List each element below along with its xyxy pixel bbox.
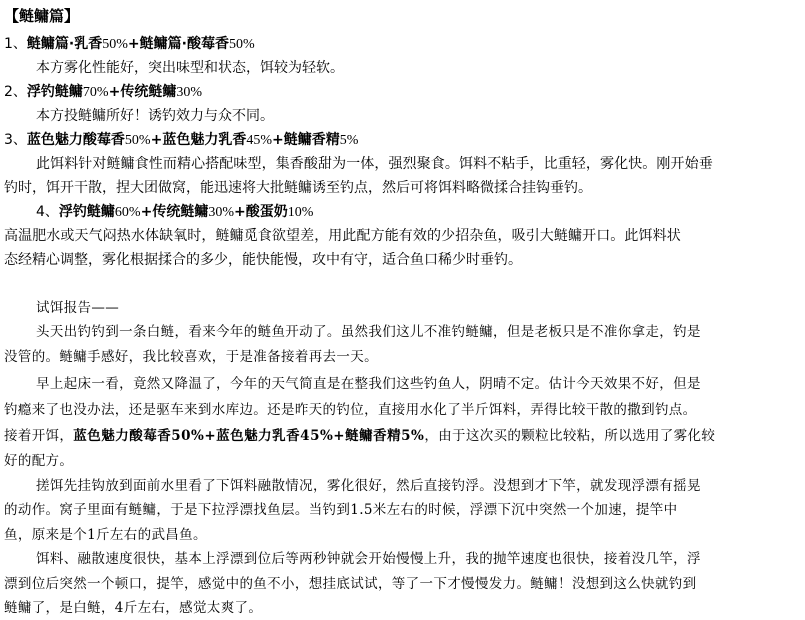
report-line: 钓瘾来了也没办法，还是驱车来到水库边。还是昨天的钓位，直接用水化了半斤饵料，弄得比较干散的撒到钓点。: [4, 402, 697, 418]
recipe-2-description: 本方投鲢鳙所好！诱钓效力与众不同。: [36, 108, 274, 124]
report-line: 的动作。窝子里面有鲢鳙，于是下拉浮漂找鱼层。当钓到1.5米左右的时候，浮漂下沉中突然一个加速，提竿中: [4, 502, 678, 518]
recipe-3-description-line: 钓时，饵开干散，捏大团做窝，能迅速将大批鲢鳙诱至钓点，然后可将饵料略微揉合挂钩垂钓。: [4, 180, 592, 196]
recipe-part: 浮钓鲢鳙: [58, 204, 115, 220]
recipe-part: +酸蛋奶: [234, 204, 288, 220]
report-line: 没管的。鲢鳙手感好，我比较喜欢，于是准备接着再去一天。: [4, 349, 378, 365]
report-recipe-highlight: 蓝色魅力酸莓香50%+蓝色魅力乳香45%+鲢鳙香精5%: [73, 428, 425, 444]
report-line: [4, 424, 715, 448]
recipe-4-description-line: 态经精心调整，雾化根据揉合的多少，能快能慢，攻中有守，适合鱼口稀少时垂钓。: [4, 252, 522, 268]
recipe-percent: 30%: [176, 85, 202, 100]
report-line: 漂到位后突然一个顿口，提竿，感觉中的鱼不小，想挂底试试，等了一下才慢慢发力。鲢鳙！没想到这么快就钓到: [4, 576, 697, 592]
recipe-percent: 10%: [287, 205, 314, 220]
recipe-3-description-line: 此饵料针对鲢鳙食性而精心搭配味型，集香酸甜为一体，强烈聚食。饵料不粘手，比重轻，雾化快。刚开始垂: [36, 156, 713, 172]
recipe-index: 4、: [36, 204, 59, 220]
report-line: 饵料、融散速度很快，基本上浮漂到位后等两秒钟就会开始慢慢上升，我的抛竿速度也很快，接着没几竿，浮: [36, 551, 701, 567]
recipe-part: +蓝色魅力乳香: [150, 132, 247, 148]
recipe-percent: 70%: [82, 85, 109, 100]
recipe-percent: 50%: [228, 37, 255, 52]
report-text: 接着开饵，: [4, 428, 74, 444]
recipe-part: +鲢鳙香精: [272, 132, 340, 148]
recipe-1-description: 本方雾化性能好，突出味型和状态，饵较为轻软。: [36, 60, 344, 76]
recipe-2-heading: [4, 80, 202, 105]
recipe-4-description-line: 高温肥水或天气闷热水体缺氧时，鲢鳙觅食欲望差，用此配方能有效的少招杂鱼，吸引大鲢鳙开口。此饵料状: [4, 228, 681, 244]
recipe-percent: 45%: [246, 133, 272, 148]
recipe-index: 1、: [4, 36, 27, 52]
recipe-4-heading: [36, 200, 313, 225]
report-title: 试饵报告——: [36, 300, 120, 316]
report-line: 鱼，原来是个1斤左右的武昌鱼。: [4, 527, 207, 543]
recipe-part: 鲢鳙篇·乳香: [26, 36, 103, 52]
report-line: 早上起床一看，竟然又降温了，今年的天气简直是在整我们这些钓鱼人，阴晴不定。估计今天效果不好，但是: [36, 376, 701, 392]
recipe-percent: 50%: [124, 133, 151, 148]
recipe-part: +鲢鳙篇·酸莓香: [127, 36, 229, 52]
recipe-index: 3、: [4, 132, 27, 148]
recipe-part: 蓝色魅力酸莓香: [26, 132, 125, 148]
page-title: 【鲢鳙篇】: [4, 7, 80, 25]
recipe-part: +传统鲢鳙: [140, 204, 209, 220]
report-line: 搓饵先挂钩放到面前水里看了下饵料融散情况，雾化很好，然后直接钓浮。没想到才下竿，就发现浮漂有摇晃: [36, 478, 701, 494]
recipe-part: 浮钓鲢鳙: [26, 84, 83, 100]
recipe-percent: 5%: [339, 133, 359, 148]
recipe-1-heading: [4, 32, 255, 57]
recipe-percent: 50%: [102, 37, 128, 52]
report-text: ，由于这次买的颗粒比较粘，所以选用了雾化较: [424, 428, 716, 444]
report-line: 好的配方。: [4, 453, 74, 469]
recipe-percent: 60%: [114, 205, 141, 220]
recipe-index: 2、: [4, 84, 27, 100]
recipe-percent: 30%: [208, 205, 234, 220]
report-line: 头天出钓钓到一条白鲢，看来今年的鲢鱼开动了。虽然我们这儿不准钓鲢鳙，但是老板只是不准你拿走，钓是: [36, 324, 701, 340]
report-line: 鲢鳙了，是白鲢，4斤左右，感觉太爽了。: [4, 600, 263, 616]
recipe-part: +传统鲢鳙: [108, 84, 177, 100]
recipe-3-heading: [4, 128, 358, 153]
